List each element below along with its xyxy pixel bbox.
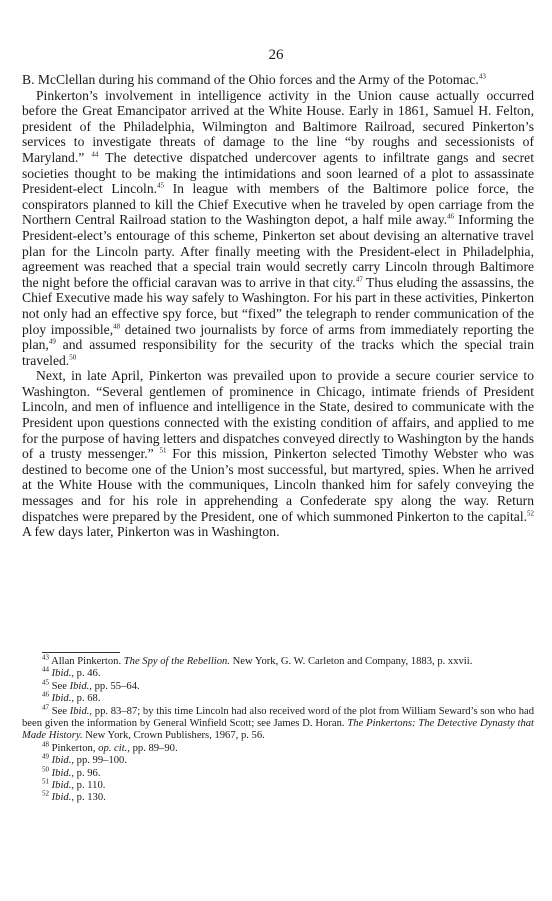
footnote bbox=[22, 653, 534, 668]
footnotes-section bbox=[22, 652, 534, 805]
body-text bbox=[22, 72, 534, 540]
footnote bbox=[22, 665, 534, 680]
text-run: B. McClellan during his command of the Ohio forces and the Army of the Potomac. bbox=[22, 72, 479, 87]
text-run: p. 68. bbox=[74, 693, 101, 705]
italic-text: Ibid., bbox=[49, 767, 75, 779]
footnote-ref: 51 bbox=[159, 446, 167, 455]
italic-text: Ibid., bbox=[49, 668, 75, 680]
text-run: p. 46. bbox=[74, 668, 101, 680]
text-run: In league with members of the Baltimore police force, the conspirators planned to kill the Chief Executive when he traveled by open carriage from the Northern Central Railroad station to the Washington depot, a half mile away. bbox=[22, 181, 534, 228]
footnote bbox=[22, 703, 534, 743]
italic-text: Ibid., bbox=[49, 792, 75, 804]
footnote-ref: 47 bbox=[355, 275, 363, 284]
footnote-ref: 52 bbox=[42, 789, 49, 798]
text-run: detained two journalists by force of arms from immediately reporting the plan, bbox=[22, 321, 534, 353]
text-run: Informing the President-elect’s entourage of this scheme, Pinkerton set about devising an alternative travel plan for the Lincoln party. After finally meeting with the President-elect in Philadelphia, agreement was reached that a special train would secretly carry Lincoln through Baltimore the night before the official caravan was to arrive in that city. bbox=[22, 212, 534, 290]
footnote bbox=[22, 678, 534, 693]
text-run: See bbox=[49, 705, 70, 717]
footnote-list bbox=[22, 653, 534, 805]
text-run: p. 130. bbox=[74, 792, 106, 804]
italic-text: The Spy of the Rebellion. bbox=[123, 656, 230, 667]
paragraph bbox=[22, 88, 534, 369]
footnote-ref: 50 bbox=[42, 765, 49, 774]
footnote-ref: 49 bbox=[42, 752, 49, 761]
footnote-ref: 44 bbox=[91, 150, 99, 159]
text-run: Next, in late April, Pinkerton was prevailed upon to provide a secure courier service to Washington. “Several gentlemen of prominence in Chicago, intimate friends of President Lincoln, and men of influence and intelligence in the State, desired to communicate with the President upon questions connected with the existing condition of affairs, and applied to me for the purpose of having letters and dispatches conveyed directly to Washington by the hands of a trusty messenger.” bbox=[22, 368, 534, 462]
text-run: pp. 55–64. bbox=[91, 680, 140, 692]
italic-text: Ibid., bbox=[49, 780, 75, 792]
text-run: p. 110. bbox=[74, 780, 106, 792]
text-run: Thus eluding the assassins, the Chief Executive made his way safely to Washington. For his part in these activities, Pinkerton not only had an effective spy force, but “fixed” the telegraph to render communication of the ploy impossible, bbox=[22, 274, 534, 337]
footnote-ref: 43 bbox=[42, 653, 49, 662]
page-number: 26 bbox=[268, 47, 284, 63]
text-run: New York, G. W. Carleton and Company, 1883, p. xxvii. bbox=[229, 656, 473, 667]
paragraph bbox=[22, 368, 534, 540]
text-run: Allan Pinkerton. bbox=[49, 656, 124, 667]
text-run: pp. 89–90. bbox=[129, 742, 178, 754]
text-run: Pinkerton’s involvement in intelligence activity in the Union cause actually occurred before the Great Emancipator arrived at the White House. Early in 1861, Samuel H. Felton, president of the Philadelphia, Wilmington and Baltimore Railroad, secured Pinkerton’s services to investigate threats of damage to the line “by roughs and secessionists of Maryland.” bbox=[22, 87, 534, 165]
footnote bbox=[22, 789, 534, 804]
italic-text: Ibid., bbox=[69, 705, 93, 717]
text-run: For this mission, Pinkerton selected Timothy Webster who was destined to become one of the Union’s most successful, but martyred, spies. When he arrived at the White House with the communiques, Lincoln thanked him for safely conveying the messages and for his role in apprehending a Confederate spy along the way. Return dispatches were prepared by the President, one of which summoned Pinkerton to the capital. bbox=[22, 446, 534, 524]
text-run: and assumed responsibility for the security of the tracks which the special train traveled. bbox=[22, 337, 534, 368]
footnote-ref: 49 bbox=[48, 337, 56, 346]
footnote-ref: 43 bbox=[478, 72, 486, 81]
text-run: pp. 83–87; by this time Lincoln had also received word of the plot from William Seward’s son who had been given the information by General Winfield Scott; see James D. Horan. bbox=[22, 705, 534, 730]
text-run: p. 96. bbox=[74, 767, 101, 779]
footnote bbox=[22, 765, 534, 780]
footnote bbox=[22, 752, 534, 767]
footnote-ref: 47 bbox=[42, 703, 49, 712]
footnote bbox=[22, 690, 534, 705]
footnote-ref: 46 bbox=[447, 212, 455, 221]
footnote-divider bbox=[42, 652, 120, 653]
footnote-ref: 48 bbox=[42, 740, 49, 749]
paragraph bbox=[22, 72, 534, 88]
text-run: Pinkerton, bbox=[49, 742, 99, 754]
italic-text: Ibid., bbox=[49, 755, 75, 767]
footnote-ref: 45 bbox=[157, 181, 165, 190]
footnote-ref: 44 bbox=[42, 665, 49, 674]
italic-text: The Pinkertons: The Detective Dynasty that Made History. bbox=[22, 718, 534, 742]
italic-text: Ibid., bbox=[69, 680, 92, 692]
text-run: New York, Crown Publishers, 1967, p. 56. bbox=[82, 730, 265, 742]
italic-text: op. cit., bbox=[98, 742, 130, 754]
footnote bbox=[22, 777, 534, 792]
text-run: The detective dispatched undercover agents to infiltrate gangs and secret societies thought to be making the intimidations and soon learned of a plot to assassinate President-elect Lincoln. bbox=[22, 149, 534, 197]
footnote-ref: 50 bbox=[69, 353, 77, 362]
text-run: pp. 99–100. bbox=[74, 755, 127, 767]
text-run: See bbox=[49, 680, 70, 692]
text-run: A few days later, Pinkerton was in Washington. bbox=[22, 524, 280, 540]
italic-text: Ibid., bbox=[49, 693, 75, 705]
footnote bbox=[22, 740, 534, 755]
footnote-ref: 51 bbox=[42, 777, 49, 786]
footnote-ref: 48 bbox=[113, 321, 121, 330]
footnote-ref: 46 bbox=[42, 690, 49, 699]
footnote-ref: 52 bbox=[527, 509, 534, 518]
footnote-ref: 45 bbox=[42, 678, 49, 687]
